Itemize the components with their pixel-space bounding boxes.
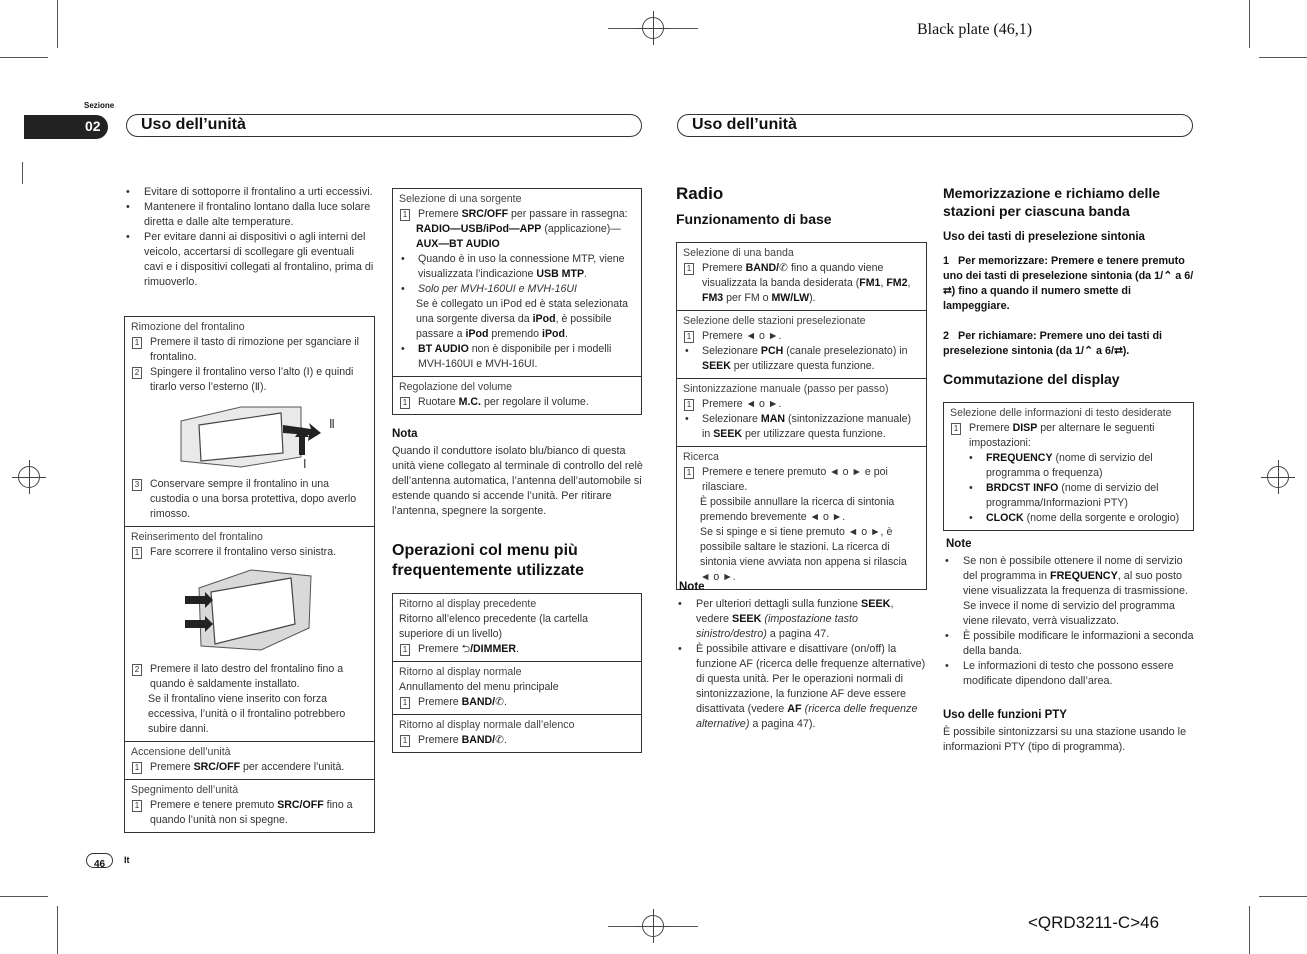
col3-radio-box <box>676 242 927 590</box>
section-caption: Selezione delle stazioni preselezionate <box>683 315 866 327</box>
power-off-section: Spegnimento dell’unità 1 Premere e tenere premuto SRC/OFF fino a quando l’unità non si spegne. <box>125 779 374 832</box>
direction-label-1: Ⅰ <box>303 457 307 471</box>
registration-mark <box>18 466 40 488</box>
section-caption: Spegnimento dell’unità <box>131 784 239 796</box>
normal-display-section: Ritorno al display normale Annullamento del menu principale 1 Premere BAND/✆. <box>393 661 641 714</box>
radio-title-block <box>676 184 928 227</box>
col2-note <box>392 427 644 519</box>
memory-subtitle: Uso dei tasti di preselezione sintonia <box>943 231 1145 243</box>
phone-icon: ✆ <box>779 262 789 274</box>
col4-pty <box>943 708 1195 755</box>
presets-section: Selezione delle stazioni preselezionate 1 Premere ◄ o ►. • Selezionare PCH (canale preselezionato) in SEEK per utilizzare questa funzione. <box>677 310 926 378</box>
display-info-section: Selezione delle informazioni di testo desiderate 1 Premere DISP per alternare le seguenti impostazioni: • FREQUENCY (nome di servizio del programma o frequenza) • BRDCST INFO (nome di servizio del programma/Informazioni PTY) • CLOCK (nome della sorgente e orologio) <box>944 403 1193 530</box>
language-label: It <box>124 855 130 865</box>
notes-title: Note <box>946 538 972 550</box>
col4-memory <box>943 184 1195 359</box>
removal-illustration <box>171 401 341 471</box>
note-title: Nota <box>392 428 418 440</box>
document-code: <QRD3211-C>46 <box>1028 913 1160 932</box>
pty-text: È possibile sintonizzarsi su una stazione usando le informazioni PTY (tipo di programma). <box>943 726 1187 753</box>
section-caption: Sintonizzazione manuale (passo per passo) <box>683 383 889 395</box>
col3-notes <box>676 580 928 732</box>
list-item: • Per ulteriori dettagli sulla funzione SEEK, vedere SEEK (impostazione tasto sinistro/destro) a pagina 47. <box>678 598 894 640</box>
registration-mark <box>642 915 664 937</box>
section-caption: Ritorno al display normale dall’elenco <box>399 719 575 731</box>
notes-title: Note <box>679 581 705 593</box>
normal-from-list-section: Ritorno al display normale dall’elenco 1 Premere BAND/✆. <box>393 714 641 752</box>
section-caption: Selezione di una banda <box>683 247 794 259</box>
col4-display-box <box>943 402 1194 531</box>
section-caption: Rimozione del frontalino <box>131 321 245 333</box>
back-icon: ⮌ <box>461 643 471 655</box>
display-title: Commutazione del display <box>943 371 1120 387</box>
up-icon: ⌃ <box>1163 270 1173 282</box>
section-caption: Ritorno al display precedente <box>399 598 537 610</box>
manual-tuning-section: Sintonizzazione manuale (passo per passo) 1 Premere ◄ o ►. • Selezionare MAN (sintonizzazione manuale) in SEEK per utilizzare questa funzione. <box>677 378 926 446</box>
radio-subtitle: Funzionamento di base <box>676 211 832 227</box>
crop-mark <box>57 906 58 954</box>
section-number-badge <box>24 115 108 139</box>
menu-section-title: Operazioni col menu più frequentemente utilizzate <box>392 542 585 579</box>
col4-notes <box>943 537 1195 689</box>
plate-label: Black plate (46,1) <box>917 21 1033 38</box>
memory-step-2: 2 Per richiamare: Premere uno dei tasti di preselezione sintonia (da 1/⌃ a 6/⮂). <box>943 330 1163 357</box>
crop-mark <box>1249 906 1250 954</box>
radio-title: Radio <box>676 184 724 203</box>
note-text: Quando il conduttore isolato blu/bianco di questa unità viene collegato al terminale di controllo del relè dell’antenna automatica, l’antenna dell’automobile si estende quando si accende l’unità. Per ritirare l’antenna, spegnere la sorgente. <box>392 445 643 517</box>
crop-mark <box>0 57 48 58</box>
memory-step-1: 1 Per memorizzare: Premere e tenere premuto uno dei tasti di preselezione sintonia (da 1/⌃ a 6/⮂) fino a quando il numero smette di lampeggiare. <box>943 255 1194 312</box>
section-caption: Regolazione del volume <box>399 381 513 393</box>
section-caption: Ricerca <box>683 451 719 463</box>
section-caption: Accensione dell’unità <box>131 746 231 758</box>
repeat-icon: ⮂ <box>1114 345 1123 357</box>
header-pill-left <box>126 114 642 137</box>
reinsert-illustration <box>181 566 321 656</box>
seek-section: Ricerca 1 Premere e tenere premuto ◄ o ► e poi rilasciare. È possibile annullare la ricerca di sintonia premendo brevemente ◄ o ►. Se si spinge e si tiene premuto ◄ o ►, è possibile saltare le stazioni. La ricerca di sintonia viene avviata non appena si rilascia ◄ o ►. <box>677 446 926 589</box>
list-item: • È possibile attivare e disattivare (on/off) la funzione AF (ricerca delle frequenze alternative) di questa unità. Per le operazioni normali di sintonizzazione, la funzione AF deve essere disattivata (vedere AF (ricerca delle frequenze alternative) a pagina 47). <box>678 643 926 730</box>
memory-title: Memorizzazione e richiamo delle stazioni per ciascuna banda <box>943 185 1161 219</box>
section-number: 02 <box>85 118 101 134</box>
list-item: • Per evitare danni ai dispositivi o agli interni del veicolo, accertarsi di scollegare gli eventuali cavi e i dispositivi collegati al frontalino, prima di rimuoverlo. <box>126 231 374 288</box>
repeat-icon: ⮂ <box>943 285 952 297</box>
col1-procedure-box <box>124 316 375 833</box>
phone-icon: ✆ <box>495 696 505 708</box>
pty-title: Uso delle funzioni PTY <box>943 709 1067 721</box>
list-item: • Evitare di sottoporre il frontalino a urti eccessivi. <box>126 186 373 198</box>
header-pill-right <box>677 114 1193 137</box>
prev-display-section: Ritorno al display precedente Ritorno all’elenco precedente (la cartella superiore di un livello) 1 Premere ⮌/DIMMER. <box>393 594 641 661</box>
phone-icon: ✆ <box>495 734 505 746</box>
up-icon: ⌃ <box>1084 345 1094 357</box>
col2-source-box <box>392 188 642 415</box>
page-number-badge <box>86 853 113 868</box>
header-title-left: Uso dell’unità <box>141 116 246 133</box>
col1-bullets <box>124 185 374 290</box>
reinsert-section: Reinserimento del frontalino 1 Fare scorrere il frontalino verso sinistra. 2 Premere il lato destro del frontalino fino a quando è saldamente installato. Se il frontalino viene inserito con forza eccessiva, l’unità o il frontalino potrebbero subire danni. <box>125 526 374 741</box>
crop-mark <box>1249 0 1250 48</box>
col2-menu-box <box>392 593 642 753</box>
crop-mark <box>0 896 48 897</box>
registration-mark <box>1267 466 1289 488</box>
section-caption: Selezione di una sorgente <box>399 193 522 205</box>
registration-mark <box>642 17 664 39</box>
source-section: Selezione di una sorgente 1 Premere SRC/OFF per passare in rassegna: RADIO—USB/iPod—APP (applicazione)— AUX—BT AUDIO • Quando è in uso la connessione MTP, viene visualizzata l’indicazione USB MTP. • Solo per MVH-160UI e MVH-16UI Se è collegato un iPod ed è stata selezionata una sorgente diversa da iPod, è possibile passare a iPod premendo iPod. • BT AUDIO non è disponibile per i modelli MVH-160UI e MVH-16UI. <box>393 189 641 376</box>
list-item: • Mantenere il frontalino lontano dalla luce solare diretta e dalle alte temperature. <box>126 201 371 228</box>
section-caption: Ritorno al display normale <box>399 666 522 678</box>
section-label: Sezione <box>84 101 115 110</box>
page-number: 46 <box>93 859 106 870</box>
volume-section: Regolazione del volume 1 Ruotare M.C. per regolare il volume. <box>393 376 641 414</box>
band-section: Selezione di una banda 1 Premere BAND/✆ fino a quando viene visualizzata la banda desiderata (FM1, FM2, FM3 per FM o MW/LW). <box>677 243 926 310</box>
list-item: • Le informazioni di testo che possono essere modificate dipendono dall’area. <box>945 660 1174 687</box>
removal-section: Rimozione del frontalino 1 Premere il tasto di rimozione per sganciare il frontalino. 2 Spingere il frontalino verso l’alto (Ⅰ) e quindi tirarlo verso l’esterno (Ⅱ). Ⅱ Ⅰ 3 Conservare sempre il frontalino in una custodia o una borsa protettiva, dopo averlo rimosso. <box>125 317 374 526</box>
crop-mark <box>22 162 23 184</box>
power-on-section: Accensione dell’unità 1 Premere SRC/OFF per accendere l’unità. <box>125 741 374 779</box>
section-caption: Selezione delle informazioni di testo desiderate <box>950 407 1172 419</box>
list-item: • È possibile modificare le informazioni a seconda della banda. <box>945 630 1194 657</box>
crop-mark <box>1259 57 1307 58</box>
crop-mark <box>57 0 58 48</box>
header-title-right: Uso dell’unità <box>692 116 797 133</box>
list-item: • Se non è possibile ottenere il nome di servizio del programma in FREQUENCY, al suo posto viene visualizzata la frequenza di trasmissione. Se invece il nome di servizio del programma viene rilevato, verrà visualizzato. <box>945 555 1189 627</box>
direction-label-2: Ⅱ <box>329 417 335 431</box>
section-caption: Reinserimento del frontalino <box>131 531 263 543</box>
crop-mark <box>1259 896 1307 897</box>
